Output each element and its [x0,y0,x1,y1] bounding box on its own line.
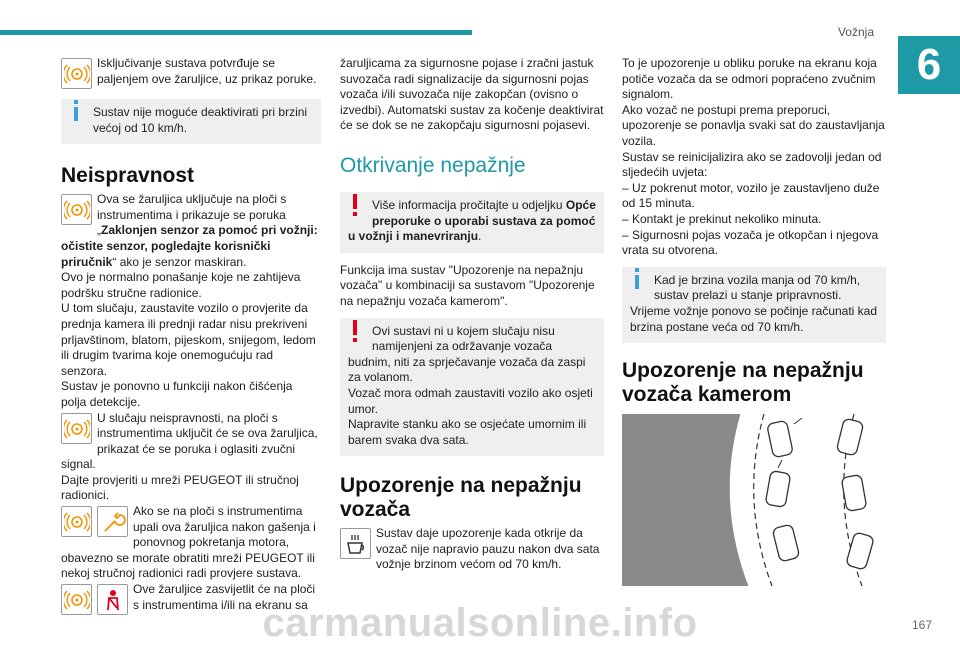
continued-paragraph: žaruljicama za sigurnosne pojase i zračni jastuk suvozača radi signalizacije da sigurnosni pojas vozača i/ili suvozača nije zakopčan (ovisno o izvedbi). Automatski sustav za kočenje deaktivirat će se dok se ne zakopčaju sigurnosni pojasevi. [340,56,604,133]
emergency-braking-lamp-icon [61,58,92,89]
warning-icon [346,198,366,224]
coffee-cup-icon [340,528,371,559]
fault-paragraph: Ovo je normalno ponašanje koje ne zahtijeva podršku stručne radionice. [61,270,301,300]
paragraph: Ako vozač ne postupi prema preporuci, upozorenje se ponavlja svaki sat do zaustavljanja vozila. [622,102,885,148]
column-2 [340,56,604,573]
warning-icon [346,324,366,350]
header-bar [0,30,472,35]
driver-warning-paragraph: Sustav daje upozorenje kada otkrije da vozač nije napravio pauzu nakon dva sata vožnje brzinom većom od 70 km/h. [376,526,600,572]
fault-paragraph: U tom slučaju, zaustavite vozilo o provjerite da prednja kamera ili prednji radar nisu prekriveni prljavštinom, blatom, pijeskom, snijegom, ledom ili drugim tvarima koje onemogućuju rad senzora. [61,301,316,378]
column-3 [622,56,886,407]
info-icon [67,105,87,131]
info-note-text: Sustav nije moguće deaktivirati pri brzini većoj od 10 km/h. [93,105,308,135]
emergency-braking-lamp-icon [61,194,92,225]
warning-note-text: Ovi sustavi ni u kojem slučaju nisu namijenjeni za održavanje vozača budnim, niti za sprječavanje vozača da zaspi za volanom. [348,323,586,385]
paragraph: Sustav se reinicijalizira ako se zadovolji jedan od sljedećih uvjeta: [622,149,882,180]
warning-note [340,192,604,253]
section-heading-detection: Otkrivanje nepažnje [340,153,526,177]
emergency-braking-lamp-icon [61,413,92,444]
info-icon [628,273,648,299]
list-item: – Kontakt je prekinut nekoliko minuta. [622,211,822,226]
section-heading-driver-warning: Upozorenje na nepažnju vozača [340,474,582,522]
paragraph [61,56,321,87]
emergency-braking-lamp-icon [61,506,92,537]
warning-note-text: Vozač mora odmah zaustaviti vozilo ako osjeti umor. [348,385,593,416]
column-1 [61,56,321,617]
deactivation-text: Isključivanje sustava potvrđuje se paljenjem ove žaruljice, uz prikaz poruke. [97,56,317,86]
fault-paragraph: Sustav je ponovno u funkciji nakon čišćenja polja detekcije. [61,379,293,409]
section-heading-camera: Upozorenje na nepažnju vozača kamerom [622,359,864,407]
info-note-text: Kad je brzina vozila manja od 70 km/h, sustav prelazi u stanje pripravnosti. [654,272,861,303]
section-label: Vožnja [837,25,874,39]
watermark: carmanualsonline.info [262,601,698,645]
info-note [61,99,321,144]
page-number: 167 [912,618,933,632]
function-paragraph: Funkcija ima sustav "Upozorenje na nepažnju vozača" u kombinaciji sa sustavom "Upozorenje na nepažnju vozača kamerom". [340,262,595,308]
wrench-icon [97,506,128,537]
list-item: – Sigurnosni pojas vozača je otkopčan i njegova vrata su otvorena. [622,227,879,258]
lane-drift-illustration [622,414,882,586]
fault-paragraph: Dajte provjeriti u mreži PEUGEOT ili stručnoj radionici. [61,472,299,503]
info-note [622,267,886,343]
fault-paragraph: Ove žaruljice zasvijetlit će na ploči s instrumentima i/ili na ekranu sa [133,582,316,612]
fault-paragraph: Ako se na ploči s instrumentima upali ova žaruljica nakon gašenja i ponovnog pokretanja motora, obavezno se morate obratiti mreži PEUGEOT ili nekoj stručnoj radionici radi provjere sustava. [61,504,316,581]
paragraph: To je upozorenje u obliku poruke na ekranu koja potiče vozača da se odmori popraćeno zvučnim signalom. [622,56,877,102]
list-item: – Uz pokrenut motor, vozilo je zaustavljeno duže od 15 minuta. [622,180,880,211]
info-note-text: Vrijeme vožnje ponovo se počinje računati kad brzina postane veća od 70 km/h. [630,303,878,334]
warning-note [340,318,604,457]
chapter-number: 6 [898,36,960,94]
section-heading-fault: Neispravnost [61,164,195,188]
fault-paragraph: U slučaju neispravnosti, na ploči s instrumentima uključit će se ova žaruljica, prikazat će se poruka i oglasiti zvučni signal. [61,410,318,472]
warning-note-text: Napravite stanku ako se osjećate umornim ili barem svaka dva sata. [348,417,587,447]
warning-note-text: Više informacija pročitajte u odjeljku Opće preporuke o uporabi sustava za pomoć u vožnji i manevriranju. [348,197,596,244]
fault-paragraph: Ova se žaruljica uključuje na ploči s instrumentima i prikazuje se poruka „Zaklonjen senzor za pomoć pri vožnji: očistite senzor, pogledajte korisnički priručnik“ ako je senzor maskiran. [61,192,318,269]
